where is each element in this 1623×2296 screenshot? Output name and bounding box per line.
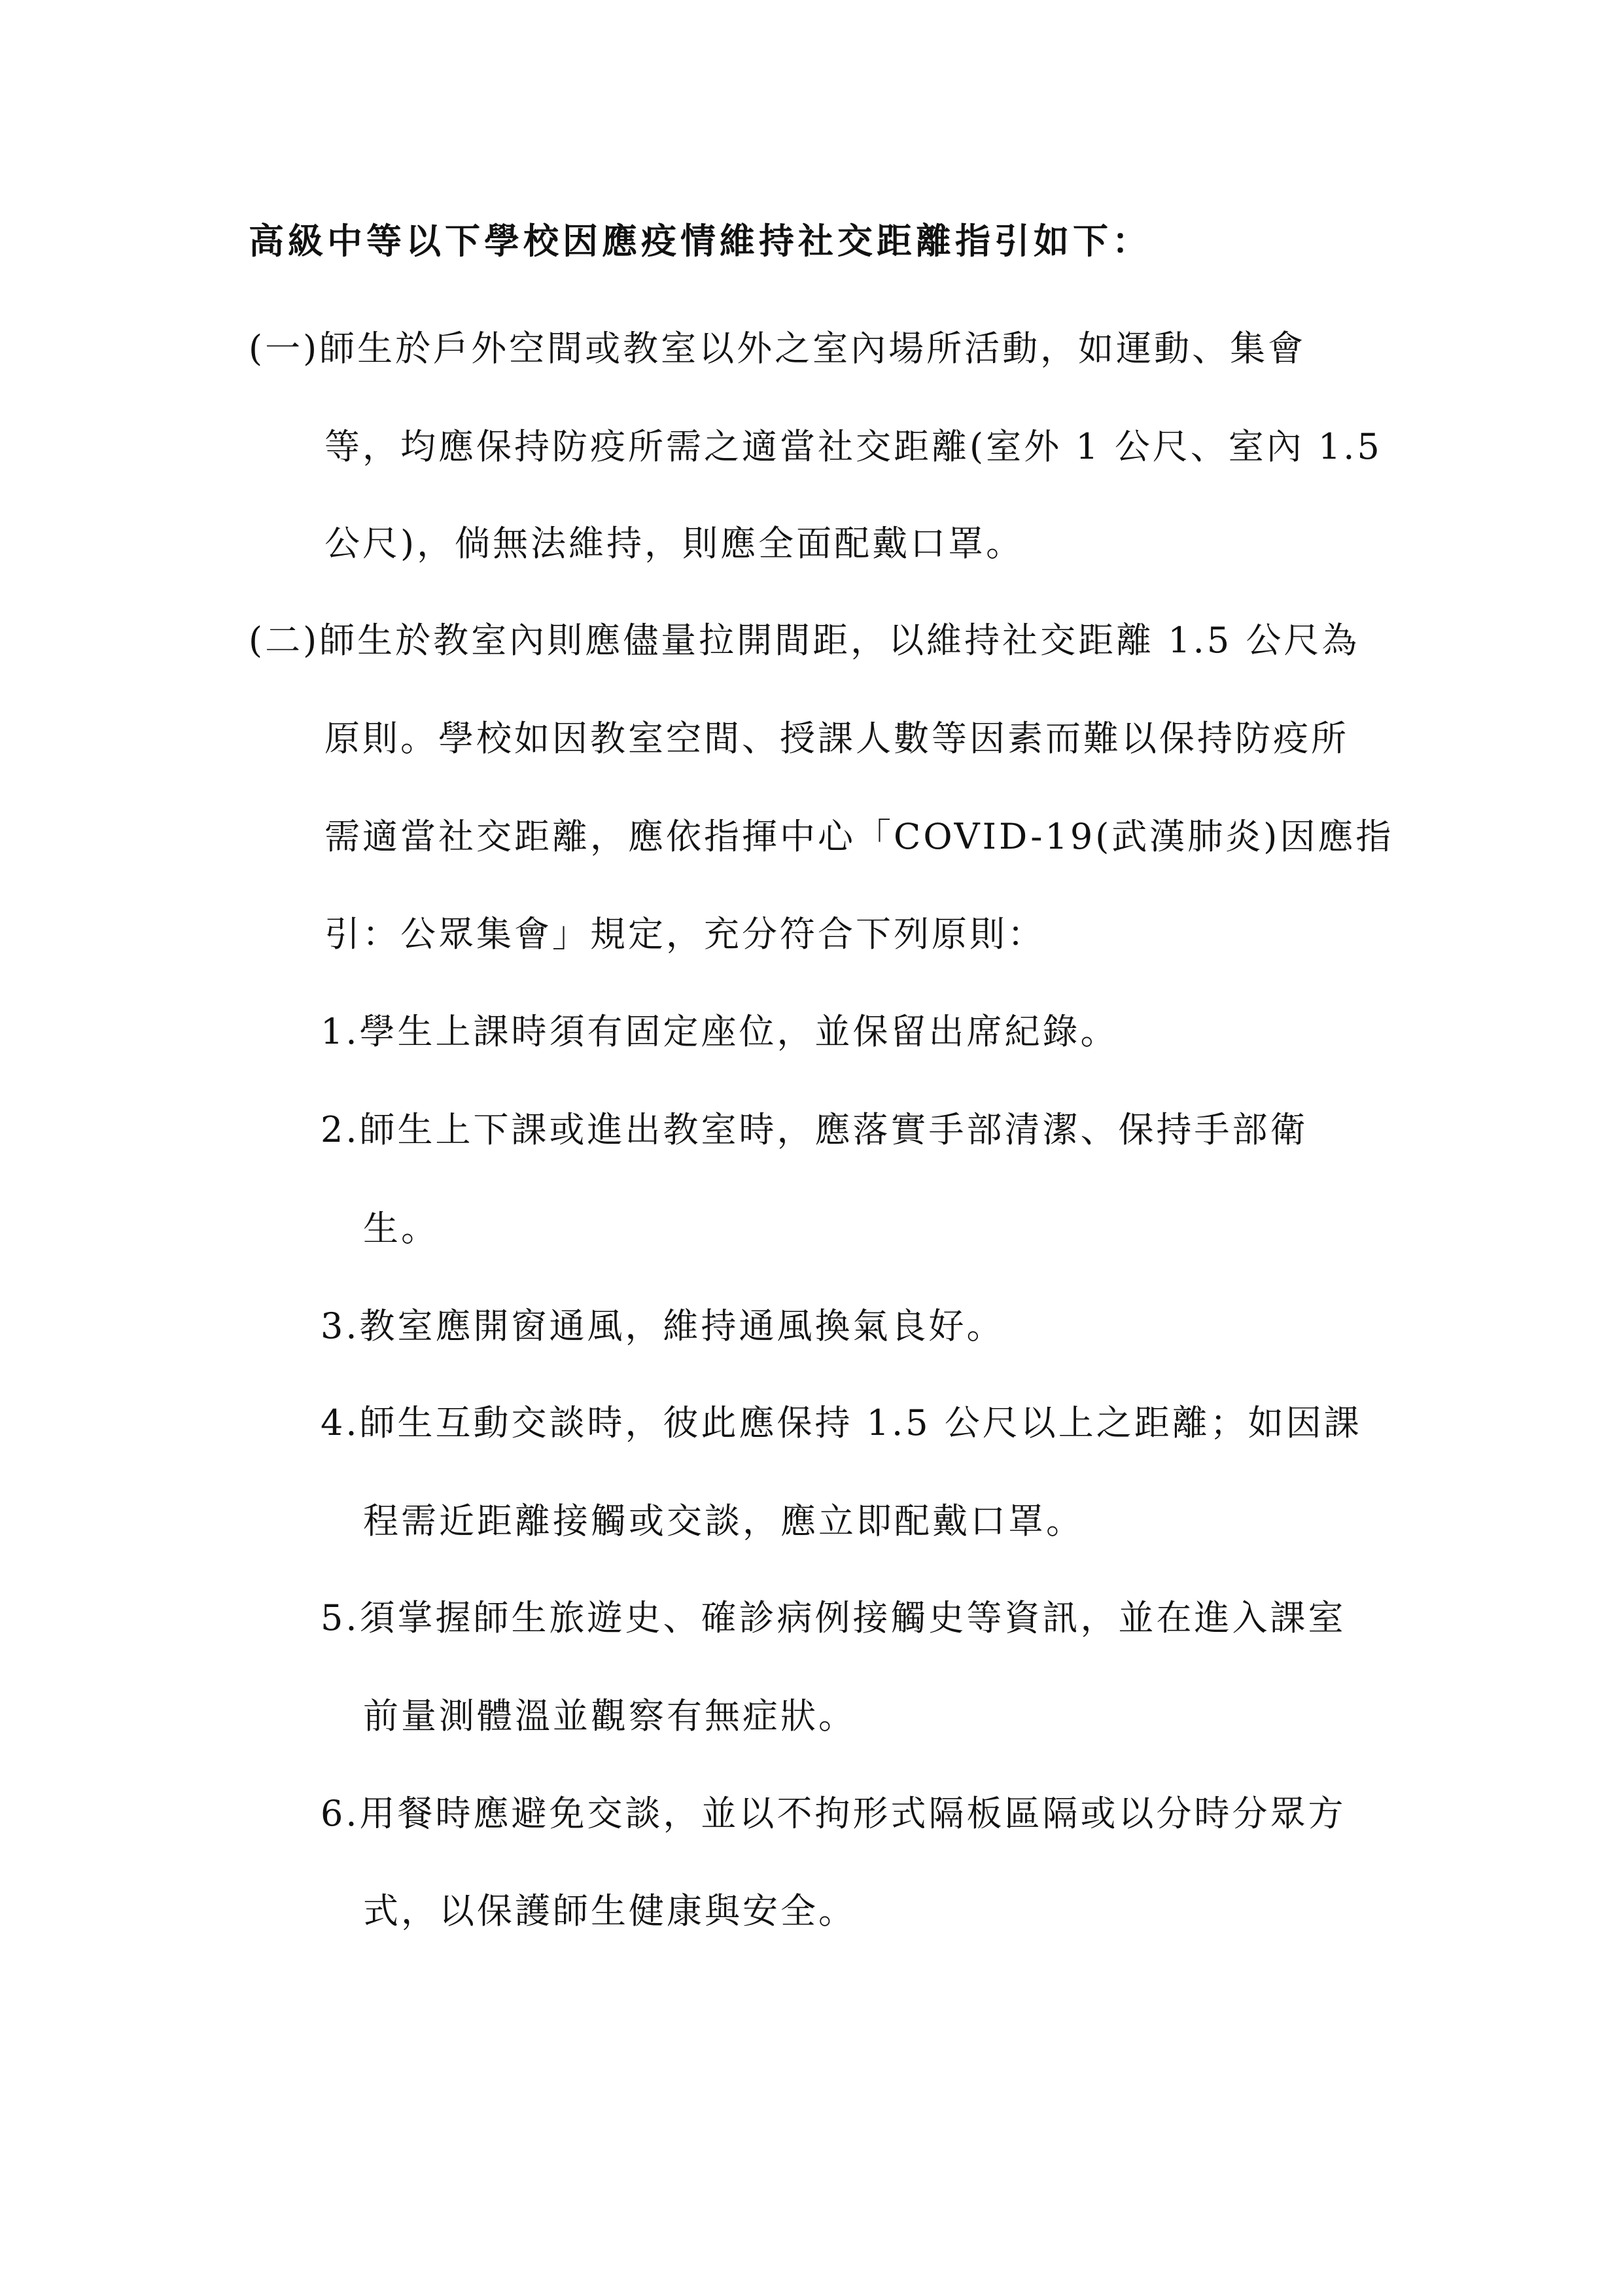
section-2-line-4: 引：公眾集會」規定，充分符合下列原則： [324, 913, 1045, 955]
list-item-1-line-1: 1.學生上課時須有固定座位，並保留出席紀錄。 [321, 1011, 1119, 1052]
list-item-4-line-1: 4.師生互動交談時，彼此應保持 1.5 公尺以上之距離；如因課 [321, 1402, 1362, 1443]
list-item-6-line-1: 6.用餐時應避免交談，並以不拘形式隔板區隔或以分時分眾方 [321, 1793, 1346, 1834]
list-item-5-line-1: 5.須掌握師生旅遊史、確診病例接觸史等資訊，並在進入課室 [321, 1597, 1346, 1638]
document-title: 高級中等以下學校因應疫情維持社交距離指引如下： [249, 220, 1151, 262]
list-item-2-line-1: 2.師生上下課或進出教室時，應落實手部清潔、保持手部衛 [321, 1109, 1308, 1150]
section-2-line-2: 原則。學校如因教室空間、授課人數等因素而難以保持防疫所 [324, 718, 1349, 759]
section-1-line-1: (一)師生於戶外空間或教室以外之室內場所活動，如運動、集會 [249, 328, 1306, 369]
list-item-6-line-2: 式，以保護師生健康與安全。 [363, 1890, 856, 1932]
list-item-4-line-2: 程需近距離接觸或交談，應立即配戴口罩。 [363, 1500, 1084, 1542]
section-1-line-3: 公尺)，倘無法維持，則應全面配戴口罩。 [324, 523, 1024, 564]
list-item-5-line-2: 前量測體溫並觀察有無症狀。 [363, 1695, 856, 1737]
section-1-line-2: 等，均應保持防疫所需之適當社交距離(室外 1 公尺、室內 1.5 [324, 426, 1382, 467]
section-2-line-1: (二)師生於教室內則應儘量拉開間距，以維持社交距離 1.5 公尺為 [249, 620, 1360, 661]
section-2-line-3: 需適當社交距離，應依指揮中心「COVID-19(武漢肺炎)因應指 [324, 816, 1394, 857]
list-item-3-line-1: 3.教室應開窗通風，維持通風換氣良好。 [321, 1305, 1005, 1347]
list-item-2-line-2: 生。 [363, 1208, 439, 1249]
